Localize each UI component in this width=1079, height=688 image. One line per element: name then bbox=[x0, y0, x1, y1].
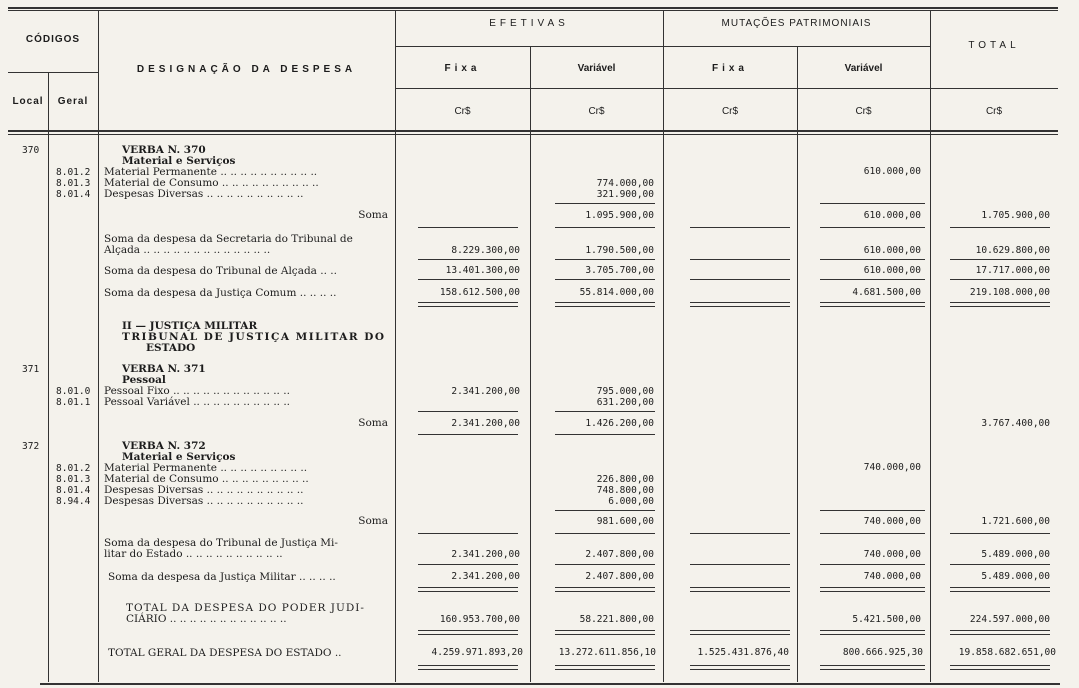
underline bbox=[820, 227, 925, 228]
double-underline bbox=[820, 302, 925, 307]
soma-total: 1.705.900,00 bbox=[981, 210, 1050, 221]
double-underline bbox=[555, 630, 655, 635]
underline bbox=[418, 533, 518, 534]
currency-ef-fixa: Cr$ bbox=[454, 106, 471, 117]
judiciario-mut-var: 5.421.500,00 bbox=[852, 614, 921, 625]
just-militar-mut-var: 740.000,00 bbox=[863, 571, 921, 582]
underline bbox=[820, 259, 925, 260]
verba-372-subtitle: Material e Serviços bbox=[122, 451, 236, 463]
code-geral: 8.01.4 bbox=[56, 485, 91, 496]
underline bbox=[820, 564, 925, 565]
underline bbox=[555, 279, 655, 280]
verba-371-subtitle: Pessoal bbox=[122, 374, 166, 386]
code-geral: 8.01.3 bbox=[56, 178, 91, 189]
double-underline bbox=[820, 587, 925, 592]
tribunal-ef-var: 3.705.700,00 bbox=[585, 265, 654, 276]
comum-ef-fixa: 158.612.500,00 bbox=[439, 287, 520, 298]
soma-ef-var: 1.426.200,00 bbox=[585, 418, 654, 429]
verba-371-title: VERBA N. 371 bbox=[122, 363, 206, 375]
section-militar-line3: ESTADO bbox=[146, 342, 196, 354]
verba-370-subtitle: Material e Serviços bbox=[122, 155, 236, 167]
code-local-372: 372 bbox=[22, 441, 40, 452]
double-underline bbox=[950, 302, 1050, 307]
row-desc: Pessoal Fixo .. .. .. .. .. .. .. .. .. .. .. .. bbox=[104, 385, 290, 397]
underline bbox=[555, 259, 655, 260]
trib-militar-mut-var: 740.000,00 bbox=[863, 549, 921, 560]
code-geral: 8.01.1 bbox=[56, 397, 91, 408]
code-geral: 8.01.2 bbox=[56, 167, 91, 178]
bottom-border bbox=[40, 683, 1060, 685]
double-underline bbox=[690, 587, 790, 592]
underline bbox=[555, 564, 655, 565]
header-mut-fixa: Fixa bbox=[711, 63, 748, 74]
code-geral: 8.01.4 bbox=[56, 189, 91, 200]
underline bbox=[950, 227, 1050, 228]
underline bbox=[418, 434, 518, 435]
underline bbox=[690, 564, 790, 565]
soma-justica-comum-line1: Soma da despesa da Justiça Comum .. .. .. .. bbox=[104, 287, 337, 299]
header-designacao: DESIGNAÇÃO DA DESPESA bbox=[136, 64, 357, 75]
soma-mut-var: 610.000,00 bbox=[863, 210, 921, 221]
double-underline bbox=[950, 630, 1050, 635]
underline bbox=[690, 259, 790, 260]
value-ef-var: 748.800,00 bbox=[596, 485, 654, 496]
top-border-inner bbox=[8, 10, 1058, 11]
row-desc: Material de Consumo .. .. .. .. .. .. .. .. .. .. bbox=[104, 177, 319, 189]
soma-ef-var: 1.095.900,00 bbox=[585, 210, 654, 221]
currency-mut-fixa: Cr$ bbox=[721, 106, 739, 117]
double-underline bbox=[418, 587, 518, 592]
col-divider-ef-fixa bbox=[530, 46, 531, 682]
underline bbox=[820, 203, 925, 204]
soma-ef-fixa: 2.341.200,00 bbox=[451, 418, 520, 429]
header-bottom-border-inner bbox=[8, 134, 1058, 135]
currency-row-divider bbox=[395, 88, 1058, 89]
soma-tribunal-militar-line2: litar do Estado .. .. .. .. .. .. .. .. .. .. bbox=[104, 548, 283, 560]
trib-militar-ef-var: 2.407.800,00 bbox=[585, 549, 654, 560]
soma-ef-var: 981.600,00 bbox=[596, 516, 654, 527]
double-underline bbox=[555, 302, 655, 307]
just-militar-ef-var: 2.407.800,00 bbox=[585, 571, 654, 582]
verba-372-title: VERBA N. 372 bbox=[122, 440, 206, 452]
comum-ef-var: 55.814.000,00 bbox=[579, 287, 654, 298]
underline bbox=[820, 533, 925, 534]
secretaria-ef-fixa: 8.229.300,00 bbox=[451, 245, 520, 256]
underline bbox=[690, 533, 790, 534]
underline bbox=[690, 279, 790, 280]
soma-secretaria-line2: Alçada .. .. .. .. .. .. .. .. .. .. .. .. .. bbox=[104, 244, 271, 256]
row-desc: Pessoal Variável .. .. .. .. .. .. .. .. .. .. bbox=[104, 396, 291, 408]
underline bbox=[418, 411, 518, 412]
header-ef-fixa: Fixa bbox=[444, 63, 481, 74]
judiciario-total: 224.597.000,00 bbox=[969, 614, 1050, 625]
col-divider-local bbox=[48, 72, 49, 682]
underline bbox=[950, 564, 1050, 565]
double-underline bbox=[820, 665, 925, 670]
currency-ef-variavel: Cr$ bbox=[588, 106, 605, 117]
double-underline bbox=[418, 630, 518, 635]
total-geral-ef-var: 13.272.611.856,10 bbox=[558, 647, 656, 658]
soma-total: 1.721.600,00 bbox=[981, 516, 1050, 527]
secretaria-total: 10.629.800,00 bbox=[975, 245, 1050, 256]
double-underline bbox=[418, 665, 518, 670]
secretaria-ef-var: 1.790.500,00 bbox=[585, 245, 654, 256]
tribunal-mut-var: 610.000,00 bbox=[863, 265, 921, 276]
underline bbox=[418, 259, 518, 260]
code-geral: 8.01.3 bbox=[56, 474, 91, 485]
section-militar-line2: TRIBUNAL DE JUSTIÇA MILITAR DO bbox=[122, 331, 386, 343]
underline bbox=[820, 279, 925, 280]
header-mut-variavel: Variável bbox=[844, 63, 883, 74]
double-underline bbox=[690, 302, 790, 307]
row-desc: Despesas Diversas .. .. .. .. .. .. .. .. .. .. bbox=[104, 495, 304, 507]
row-desc: Despesas Diversas .. .. .. .. .. .. .. .. .. .. bbox=[104, 484, 304, 496]
total-geral-total: 19.858.682.651,00 bbox=[958, 647, 1056, 658]
code-geral: 8.01.2 bbox=[56, 463, 91, 474]
soma-justica-militar-line1: Soma da despesa da Justiça Militar .. .. .. .. bbox=[108, 571, 336, 583]
row-desc: Material Permanente .. .. .. .. .. .. .. .. .. bbox=[104, 462, 308, 474]
col-divider-mut-fixa bbox=[797, 46, 798, 682]
verba-370-title: VERBA N. 370 bbox=[122, 144, 206, 156]
underline bbox=[690, 227, 790, 228]
just-militar-total: 5.489.000,00 bbox=[981, 571, 1050, 582]
header-mutacoes: MUTAÇÕES PATRIMONIAIS bbox=[721, 18, 872, 29]
value-mut-var: 740.000,00 bbox=[863, 462, 921, 473]
codigos-divider bbox=[8, 72, 98, 73]
just-militar-ef-fixa: 2.341.200,00 bbox=[451, 571, 520, 582]
row-desc: Material de Consumo .. .. .. .. .. .. .. .. .. bbox=[104, 473, 309, 485]
underline bbox=[950, 279, 1050, 280]
trib-militar-total: 5.489.000,00 bbox=[981, 549, 1050, 560]
currency-mut-variavel: Cr$ bbox=[855, 106, 872, 117]
underline bbox=[418, 227, 518, 228]
total-judiciario-line2: CIÁRIO .. .. .. .. .. .. .. .. .. .. .. .. bbox=[126, 613, 287, 625]
value-ef-fixa: 2.341.200,00 bbox=[451, 386, 520, 397]
total-geral-mut-fixa: 1.525.431.876,40 bbox=[697, 647, 789, 658]
soma-secretaria-line1: Soma da despesa da Secretaria do Tribunal de bbox=[104, 233, 353, 245]
comum-total: 219.108.000,00 bbox=[969, 287, 1050, 298]
double-underline bbox=[690, 665, 790, 670]
soma-total: 3.767.400,00 bbox=[981, 418, 1050, 429]
double-underline bbox=[555, 587, 655, 592]
total-geral-ef-fixa: 4.259.971.893,20 bbox=[431, 647, 523, 658]
underline bbox=[555, 533, 655, 534]
underline bbox=[418, 564, 518, 565]
header-ef-variavel: Variável bbox=[577, 63, 616, 74]
value-ef-var: 226.800,00 bbox=[596, 474, 654, 485]
header-codigos: CÓDIGOS bbox=[25, 34, 81, 45]
soma-tribunal-militar-line1: Soma da despesa do Tribunal de Justiça Mi- bbox=[104, 537, 338, 549]
underline bbox=[950, 259, 1050, 260]
row-desc: Material Permanente .. .. .. .. .. .. .. .. .. .. bbox=[104, 166, 318, 178]
double-underline bbox=[950, 587, 1050, 592]
double-underline bbox=[418, 302, 518, 307]
currency-total: Cr$ bbox=[985, 106, 1003, 117]
soma-mut-var: 740.000,00 bbox=[863, 516, 921, 527]
header-bottom-border bbox=[8, 130, 1058, 132]
underline bbox=[555, 203, 655, 204]
header-efetivas: EFETIVAS bbox=[489, 18, 569, 29]
comum-mut-var: 4.681.500,00 bbox=[852, 287, 921, 298]
section-militar-line1: II — JUSTIÇA MILITAR bbox=[122, 320, 258, 332]
top-border bbox=[8, 7, 1058, 9]
underline bbox=[555, 411, 655, 412]
double-underline bbox=[555, 665, 655, 670]
header-total: TOTAL bbox=[968, 40, 1020, 51]
underline bbox=[555, 434, 655, 435]
value-ef-var: 795.000,00 bbox=[596, 386, 654, 397]
code-geral: 8.94.4 bbox=[56, 496, 91, 507]
trib-militar-ef-fixa: 2.341.200,00 bbox=[451, 549, 520, 560]
header-local: Local bbox=[12, 96, 44, 107]
total-geral-label: TOTAL GERAL DA DESPESA DO ESTADO .. bbox=[108, 647, 342, 659]
secretaria-mut-var: 610.000,00 bbox=[863, 245, 921, 256]
double-underline bbox=[950, 665, 1050, 670]
underline bbox=[950, 533, 1050, 534]
double-underline bbox=[820, 630, 925, 635]
soma-label: Soma bbox=[358, 417, 388, 429]
double-underline bbox=[690, 630, 790, 635]
code-local-370: 370 bbox=[22, 145, 40, 156]
value-ef-var: 774.000,00 bbox=[596, 178, 654, 189]
total-geral-mut-var: 800.666.925,30 bbox=[842, 647, 923, 658]
judiciario-ef-var: 58.221.800,00 bbox=[579, 614, 654, 625]
value-mut-var: 610.000,00 bbox=[863, 166, 921, 177]
tribunal-total: 17.717.000,00 bbox=[975, 265, 1050, 276]
value-ef-var: 6.000,00 bbox=[608, 496, 654, 507]
header-geral: Geral bbox=[57, 96, 89, 107]
code-local-371: 371 bbox=[22, 364, 40, 375]
row-desc: Despesas Diversas .. .. .. .. .. .. .. .. .. .. bbox=[104, 188, 304, 200]
underline bbox=[418, 279, 518, 280]
underline bbox=[555, 227, 655, 228]
underline bbox=[555, 510, 655, 511]
soma-label: Soma bbox=[358, 209, 388, 221]
col-divider-geral bbox=[98, 10, 99, 682]
value-ef-var: 631.200,00 bbox=[596, 397, 654, 408]
soma-label: Soma bbox=[358, 515, 388, 527]
judiciario-ef-fixa: 160.953.700,00 bbox=[439, 614, 520, 625]
tribunal-ef-fixa: 13.401.300,00 bbox=[445, 265, 520, 276]
total-judiciario-line1: TOTAL DA DESPESA DO PODER JUDI- bbox=[126, 602, 365, 614]
underline bbox=[820, 510, 925, 511]
soma-tribunal-line1: Soma da despesa do Tribunal de Alçada .. .. bbox=[104, 265, 337, 277]
code-geral: 8.01.0 bbox=[56, 386, 91, 397]
value-ef-var: 321.900,00 bbox=[596, 189, 654, 200]
